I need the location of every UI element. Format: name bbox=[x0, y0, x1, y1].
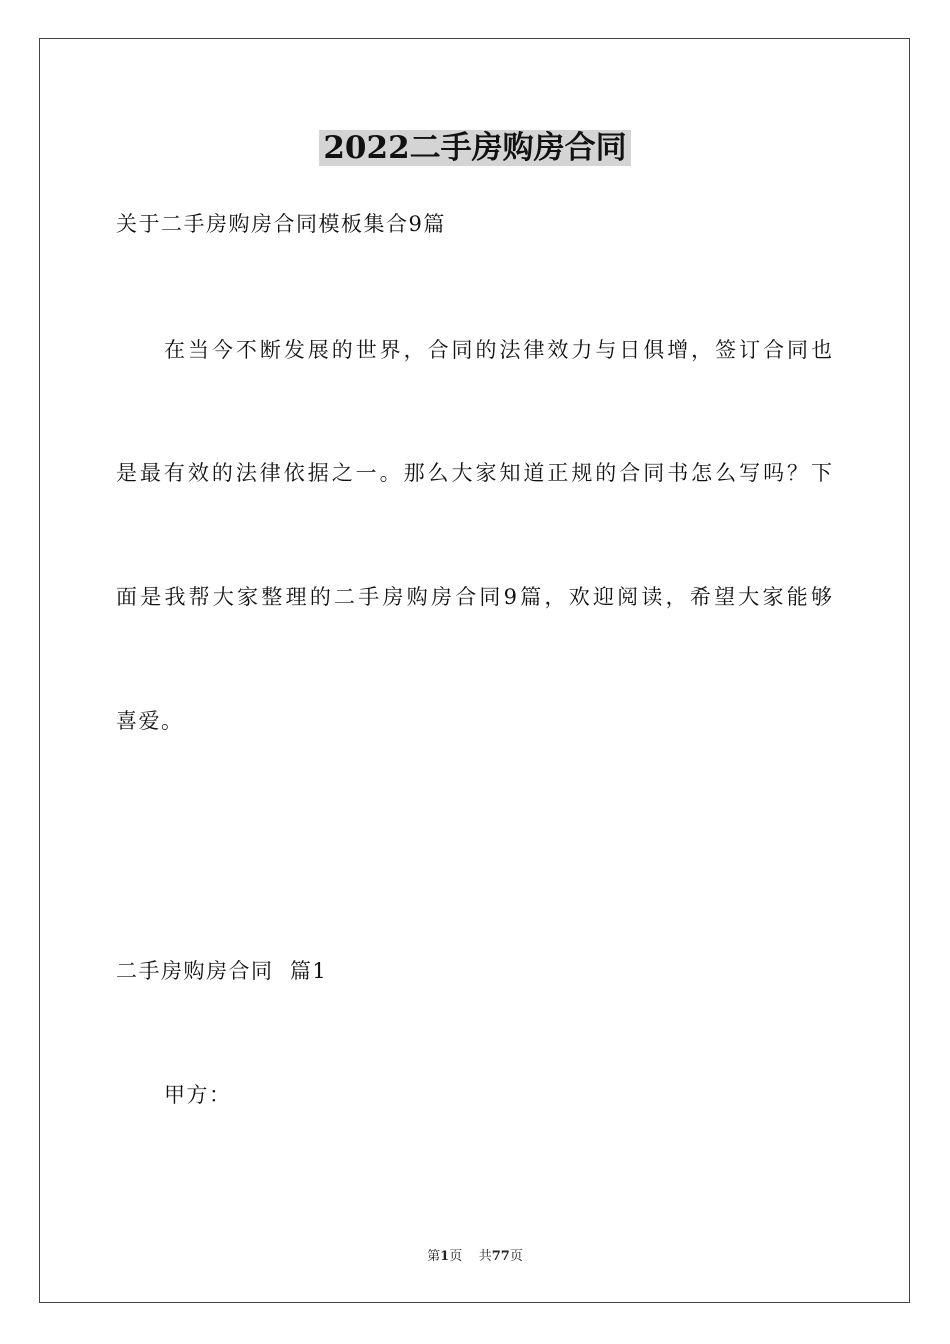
party-a-label: 甲方： bbox=[164, 1083, 232, 1107]
footer-page-prefix: 第 bbox=[427, 1249, 441, 1264]
document-title bbox=[0, 126, 950, 170]
intro-line-2: 是最有效的法律依据之一。那么大家知道正规的合同书怎么写吗？下 bbox=[116, 461, 832, 485]
footer-total-pages: 77 bbox=[491, 1249, 510, 1264]
section-heading: 二手房购房合同 篇1 bbox=[116, 959, 328, 983]
footer-page-suffix: 页 bbox=[449, 1249, 463, 1264]
intro-line-1: 在当今不断发展的世界，合同的法律效力与日俱增，签订合同也 bbox=[164, 338, 832, 362]
intro-line-4: 喜爱。 bbox=[116, 709, 184, 733]
footer-total-prefix: 共 bbox=[478, 1249, 492, 1264]
document-subtitle: 关于二手房购房合同模板集合9篇 bbox=[116, 212, 446, 236]
page-footer bbox=[0, 1248, 950, 1266]
intro-line-3: 面是我帮大家整理的二手房购房合同9篇，欢迎阅读，希望大家能够 bbox=[116, 585, 832, 609]
footer-page-number: 1 bbox=[440, 1249, 450, 1264]
footer-total-suffix: 页 bbox=[509, 1249, 523, 1264]
document-title-text: 2022二手房购房合同 bbox=[319, 130, 630, 166]
